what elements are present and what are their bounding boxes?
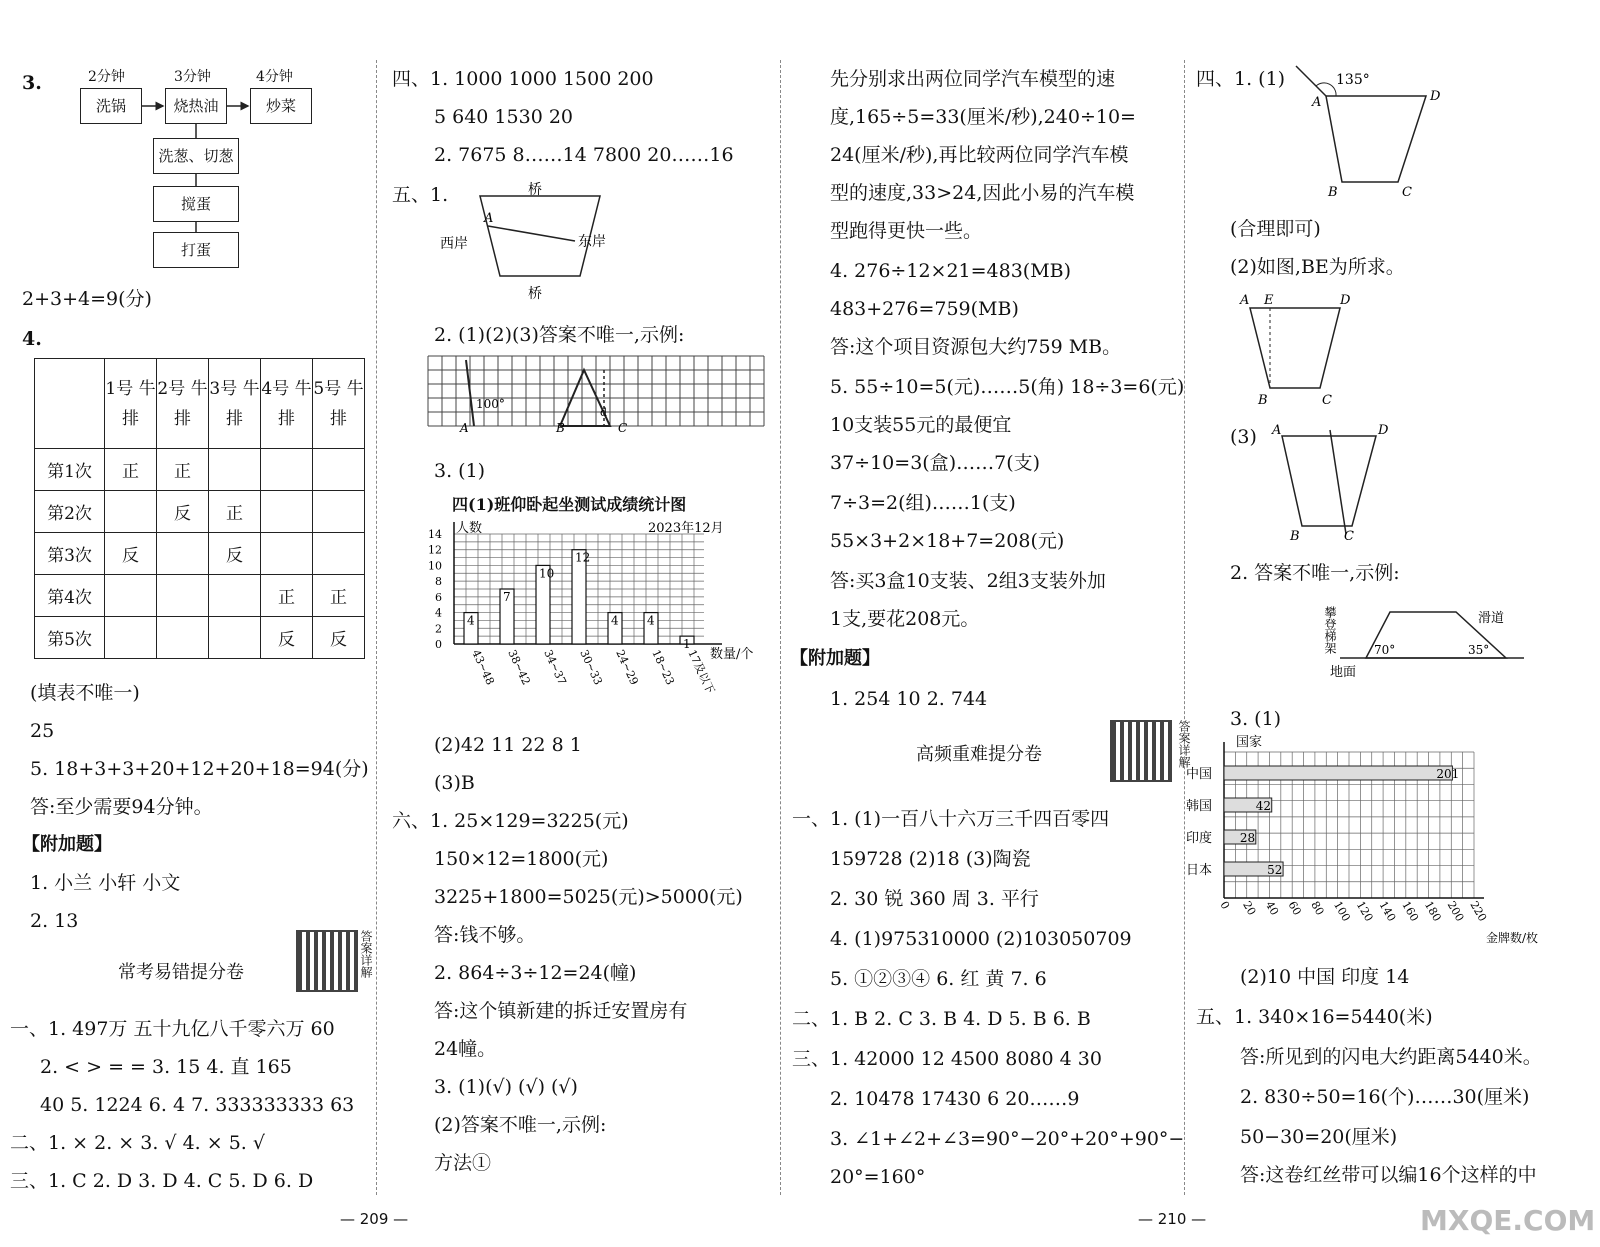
vertex-e: E bbox=[1264, 293, 1274, 308]
bar-value-label: 7 bbox=[503, 590, 511, 604]
bridge-label-bottom: 桥 bbox=[528, 286, 542, 302]
x-tick-label: 18~23 bbox=[649, 647, 677, 687]
y-tick-label: 0 bbox=[435, 638, 442, 651]
hbar-value-label: 42 bbox=[1255, 799, 1272, 813]
table-cell: 正 bbox=[313, 575, 365, 617]
vertex-b: B bbox=[1328, 185, 1338, 200]
hbar-xlabel: 金牌数/枚 bbox=[1486, 931, 1539, 945]
flow-box-scallion: 洗葱、切葱 bbox=[153, 138, 239, 174]
c3-line-5: 型跑得更快一些。 bbox=[830, 220, 983, 242]
table-cell bbox=[105, 575, 157, 617]
table-row bbox=[35, 575, 365, 617]
table-cell: 正 bbox=[209, 491, 261, 533]
grid-point-b: B bbox=[556, 421, 565, 435]
table-cell bbox=[313, 491, 365, 533]
c4-line-9: 答:所见到的闪电大约距离5440米。 bbox=[1240, 1046, 1542, 1068]
c2-line-7: (2)42 11 22 8 1 bbox=[434, 734, 582, 756]
c2-line-15: 24幢。 bbox=[434, 1038, 497, 1060]
grid-point-a: A bbox=[460, 421, 469, 435]
chart-xlabel: 数量/个 bbox=[710, 647, 754, 662]
x-tick-label: 100 bbox=[1331, 899, 1353, 924]
c3-line-17: 1. 254 10 2. 744 bbox=[830, 688, 988, 710]
c2-line-11: 3225+1800=5025(元)>5000(元) bbox=[434, 886, 743, 908]
flow-box-heat-oil: 烧热油 bbox=[165, 88, 227, 124]
table-row bbox=[35, 491, 365, 533]
hbar-value-label: 52 bbox=[1267, 863, 1283, 877]
qr-code bbox=[296, 930, 358, 992]
y-tick-label: 12 bbox=[428, 543, 442, 557]
bar-value-label: 10 bbox=[539, 566, 555, 581]
column-divider bbox=[376, 60, 377, 1195]
c2-line-12: 答:钱不够。 bbox=[434, 924, 536, 946]
vertex-d: D bbox=[1430, 89, 1441, 104]
country-label: 韩国 bbox=[1186, 799, 1213, 814]
q5-calc: 5. 18+3+3+20+12+20+18=94(分) bbox=[30, 758, 369, 780]
angle-135-label: 135° bbox=[1336, 72, 1370, 88]
table-cell bbox=[105, 617, 157, 659]
c2-line-5: 2. (1)(2)(3)答案不唯一,示例: bbox=[434, 324, 685, 346]
slide-diagram bbox=[1323, 592, 1560, 688]
extra-title: 【附加题】 bbox=[22, 834, 112, 855]
c2-line-9: 六、1. 25×129=3225(元) bbox=[392, 810, 629, 832]
x-tick-label: 24~29 bbox=[613, 647, 641, 687]
c3-line-13: 55×3+2×18+7=208(元) bbox=[830, 530, 1065, 552]
time-label-3: 4分钟 bbox=[256, 69, 293, 85]
vertex-d: D bbox=[1340, 293, 1351, 308]
table-row bbox=[35, 449, 365, 491]
extra-title-2: 【附加题】 bbox=[790, 648, 880, 669]
grid-point-d: d bbox=[600, 406, 608, 419]
east-bank-label: 东岸 bbox=[578, 234, 606, 250]
x-tick-label: 220 bbox=[1467, 899, 1490, 924]
grid-diagram bbox=[428, 356, 774, 436]
y-tick-label: 6 bbox=[435, 590, 442, 604]
country-label: 印度 bbox=[1186, 831, 1213, 846]
table-cell bbox=[209, 575, 261, 617]
x-tick-label: 0 bbox=[1217, 899, 1233, 912]
country-label: 中国 bbox=[1186, 767, 1213, 782]
y-tick-label: 10 bbox=[428, 559, 442, 573]
c3-line-4: 型的速度,33>24,因此小易的汽车模 bbox=[830, 182, 1135, 204]
c3-line-6: 4. 276÷12×21=483(MB) bbox=[830, 260, 1072, 282]
bar-value-label: 4 bbox=[611, 613, 619, 628]
flow-box-crack-egg: 打蛋 bbox=[153, 232, 239, 268]
angle-70-label: 70° bbox=[1374, 643, 1396, 657]
vertex-b: B bbox=[1258, 393, 1268, 408]
x-tick-label: 17及以下 bbox=[685, 647, 717, 696]
vertex-a: A bbox=[1312, 95, 1322, 110]
c3-line-15: 1支,要花208元。 bbox=[830, 608, 980, 630]
table-header: 3号 牛排 bbox=[209, 359, 261, 449]
answer-25: 25 bbox=[30, 720, 55, 742]
c3-line-2: 度,165÷5=33(厘米/秒),240÷10= bbox=[830, 106, 1136, 128]
angle-35-label: 35° bbox=[1468, 643, 1490, 657]
bar-value-label: 1 bbox=[683, 637, 691, 652]
c4-line-1: 四、1. (1) bbox=[1196, 68, 1286, 90]
west-bank-label: 西岸 bbox=[440, 236, 468, 252]
row-label: 第1次 bbox=[35, 449, 105, 491]
c2-line-17: (2)答案不唯一,示例: bbox=[434, 1114, 607, 1136]
c2-line-14: 答:这个镇新建的拆迁安置房有 bbox=[434, 1000, 688, 1022]
c3-line-18: 一、1. (1)一百八十六万三千四百零四 bbox=[792, 808, 1110, 830]
section-title-2: 高频重难提分卷 bbox=[916, 744, 1042, 765]
page-number-right: — 210 — bbox=[1138, 1210, 1207, 1228]
c2-line-8: (3)B bbox=[434, 772, 475, 794]
watermark-logo: MXQE.COM bbox=[1420, 1204, 1596, 1237]
c3-line-27: 20°=160° bbox=[830, 1166, 926, 1188]
c4-line-8: 五、1. 340×16=5440(米) bbox=[1196, 1006, 1433, 1028]
c3-line-19: 159728 (2)18 (3)陶瓷 bbox=[830, 848, 1031, 870]
column-divider bbox=[1184, 60, 1185, 1195]
hbar-chart bbox=[1186, 728, 1556, 948]
table-cell: 正 bbox=[105, 449, 157, 491]
x-tick-label: 34~37 bbox=[541, 647, 569, 687]
table-header: 4号 牛排 bbox=[261, 359, 313, 449]
extra-q2: 2. 13 bbox=[30, 910, 79, 932]
c3-line-10: 10支装55元的最便宜 bbox=[830, 414, 1012, 436]
extra-q1: 1. 小兰 小轩 小文 bbox=[30, 872, 181, 894]
q3-number: 3. bbox=[22, 72, 42, 94]
x-tick-label: 120 bbox=[1353, 899, 1376, 924]
qr-label: 答案详解 bbox=[1177, 720, 1191, 768]
c3-line-26: 3. ∠1+∠2+∠3=90°−20°+20°+90°− bbox=[830, 1128, 1185, 1150]
y-tick-label: 8 bbox=[435, 575, 442, 589]
c2-line-4: 五、1. bbox=[392, 184, 449, 206]
table-cell bbox=[261, 449, 313, 491]
s3-line: 三、1. C 2. D 3. D 4. C 5. D 6. D bbox=[10, 1170, 314, 1192]
chart-title: 四(1)班仰卧起坐测试成绩统计图 bbox=[452, 495, 687, 514]
c4-line-3: (2)如图,BE为所求。 bbox=[1230, 256, 1405, 278]
grid-point-c: C bbox=[618, 421, 628, 435]
c4-line-6: 3. (1) bbox=[1230, 708, 1282, 730]
table-header: 2号 牛排 bbox=[157, 359, 209, 449]
hbar-value-label: 201 bbox=[1436, 767, 1460, 781]
c4-line-10: 2. 830÷50=16(个)……30(厘米) bbox=[1240, 1086, 1530, 1108]
table-cell bbox=[313, 449, 365, 491]
table-row bbox=[35, 533, 365, 575]
x-tick-label: 38~42 bbox=[505, 647, 533, 687]
c2-line-1: 四、1. 1000 1000 1500 200 bbox=[392, 68, 654, 90]
s1-line-c: 40 5. 1224 6. 4 7. 333333333 63 bbox=[40, 1094, 355, 1116]
c4-line-5: 2. 答案不唯一,示例: bbox=[1230, 562, 1400, 584]
trapezoid-figure-2 bbox=[1240, 288, 1360, 408]
table-note: (填表不唯一) bbox=[30, 682, 140, 704]
table-cell bbox=[261, 491, 313, 533]
table-header-blank bbox=[35, 359, 105, 449]
x-tick-label: 43~48 bbox=[469, 647, 497, 687]
trapezoid-figure-3 bbox=[1270, 424, 1400, 544]
vertex-d: D bbox=[1378, 423, 1389, 438]
table-row bbox=[35, 617, 365, 659]
s1-line-b: 2. < > = = 3. 15 4. 直 165 bbox=[40, 1056, 292, 1078]
c3-line-12: 7÷3=2(组)……1(支) bbox=[830, 492, 1016, 514]
c2-line-10: 150×12=1800(元) bbox=[434, 848, 609, 870]
c3-line-3: 24(厘米/秒),再比较两位同学汽车模 bbox=[830, 144, 1129, 166]
column-divider bbox=[780, 60, 781, 1195]
table-cell bbox=[209, 449, 261, 491]
table-cell: 反 bbox=[313, 617, 365, 659]
vertex-a: A bbox=[1240, 293, 1250, 308]
table-cell: 反 bbox=[261, 617, 313, 659]
c3-line-14: 答:买3盒10支装、2组3支装外加 bbox=[830, 570, 1106, 592]
c2-line-18: 方法① bbox=[434, 1152, 492, 1174]
bar-value-label: 4 bbox=[647, 613, 655, 628]
table-cell bbox=[157, 575, 209, 617]
flow-box-stir-fry: 炒菜 bbox=[250, 88, 312, 124]
row-label: 第3次 bbox=[35, 533, 105, 575]
c3-line-7: 483+276=759(MB) bbox=[830, 298, 1019, 320]
q4-number: 4. bbox=[22, 328, 42, 350]
q5-answer: 答:至少需要94分钟。 bbox=[30, 796, 213, 818]
c3-line-11: 37÷10=3(盒)……7(支) bbox=[830, 452, 1041, 474]
row-label: 第5次 bbox=[35, 617, 105, 659]
c2-line-13: 2. 864÷3÷12=24(幢) bbox=[434, 962, 637, 984]
hbar bbox=[1224, 766, 1452, 780]
chart-ylabel: 人数 bbox=[456, 521, 483, 536]
x-tick-label: 30~33 bbox=[577, 647, 605, 687]
c3-line-25: 2. 10478 17430 6 20……9 bbox=[830, 1088, 1080, 1110]
ground-label: 地面 bbox=[1330, 665, 1357, 680]
angle-100-label: 100° bbox=[476, 397, 505, 411]
c2-line-3: 2. 7675 8……14 7800 20……16 bbox=[434, 144, 734, 166]
flow-arrows bbox=[0, 0, 340, 280]
c4-line-2: (合理即可) bbox=[1230, 218, 1321, 240]
bridge-label-top: 桥 bbox=[528, 182, 542, 198]
table-cell bbox=[157, 617, 209, 659]
table-cell bbox=[105, 491, 157, 533]
x-tick-label: 20 bbox=[1240, 899, 1259, 918]
x-tick-label: 60 bbox=[1285, 899, 1304, 918]
table-cell bbox=[261, 533, 313, 575]
x-tick-label: 180 bbox=[1421, 899, 1444, 924]
c4-line-11: 50−30=20(厘米) bbox=[1240, 1126, 1398, 1148]
flow-box-wash-pan: 洗锅 bbox=[80, 88, 142, 124]
table-header: 1号 牛排 bbox=[105, 359, 157, 449]
river-diagram bbox=[440, 176, 640, 306]
y-tick-label: 14 bbox=[428, 528, 442, 541]
qr-label: 答案详解 bbox=[359, 930, 373, 978]
row-label: 第2次 bbox=[35, 491, 105, 533]
vertex-b: B bbox=[1290, 529, 1300, 544]
x-tick-label: 80 bbox=[1308, 899, 1327, 918]
table-header: 5号 牛排 bbox=[313, 359, 365, 449]
c3-line-21: 4. (1)975310000 (2)103050709 bbox=[830, 928, 1132, 950]
y-tick-label: 2 bbox=[435, 622, 442, 636]
bar-chart bbox=[420, 516, 770, 716]
flow-box-stir-egg: 搅蛋 bbox=[153, 186, 239, 222]
c4-line-12: 答:这卷红丝带可以编16个这样的中 bbox=[1240, 1164, 1537, 1186]
country-label: 日本 bbox=[1186, 863, 1213, 878]
chart-date: 2023年12月 bbox=[648, 521, 724, 536]
table-cell bbox=[313, 533, 365, 575]
x-tick-label: 200 bbox=[1444, 899, 1467, 924]
c3-line-9: 5. 55÷10=5(元)……5(角) 18÷3=6(元) bbox=[830, 376, 1185, 398]
climb-label: 攀登梯架 bbox=[1323, 606, 1337, 654]
hbar-ylabel: 国家 bbox=[1236, 735, 1263, 750]
vertex-a: A bbox=[1272, 423, 1282, 438]
s2-line: 二、1. × 2. × 3. √ 4. × 5. √ bbox=[10, 1132, 265, 1154]
hbar-value-label: 28 bbox=[1239, 831, 1256, 845]
time-label-1: 2分钟 bbox=[88, 69, 125, 85]
c3-line-22: 5. ①②③④ 6. 红 黄 7. 6 bbox=[830, 968, 1047, 990]
row-label: 第4次 bbox=[35, 575, 105, 617]
c3-line-24: 三、1. 42000 12 4500 8080 4 30 bbox=[792, 1048, 1102, 1070]
time-label-2: 3分钟 bbox=[174, 69, 211, 85]
c4-line-4: (3) bbox=[1230, 426, 1257, 448]
qr-code bbox=[1110, 720, 1172, 782]
vertex-c: C bbox=[1344, 529, 1354, 544]
q3-sum: 2+3+4=9(分) bbox=[22, 288, 152, 310]
c3-line-23: 二、1. B 2. C 3. B 4. D 5. B 6. B bbox=[792, 1008, 1091, 1030]
table-cell: 反 bbox=[209, 533, 261, 575]
trapezoid-figure-1 bbox=[1290, 62, 1450, 202]
x-tick-label: 40 bbox=[1262, 899, 1282, 918]
section-title-1: 常考易错提分卷 bbox=[118, 962, 244, 983]
c4-line-7: (2)10 中国 印度 14 bbox=[1240, 966, 1410, 988]
c2-line-16: 3. (1)(√) (√) (√) bbox=[434, 1076, 578, 1098]
table-cell bbox=[157, 533, 209, 575]
y-tick-label: 4 bbox=[435, 606, 442, 620]
c2-line-2: 5 640 1530 20 bbox=[434, 106, 574, 128]
steak-table bbox=[34, 358, 365, 659]
c3-line-20: 2. 30 锐 360 周 3. 平行 bbox=[830, 888, 1039, 910]
table-cell: 反 bbox=[157, 491, 209, 533]
c3-line-8: 答:这个项目资源包大约759 MB。 bbox=[830, 336, 1122, 358]
vertex-c: C bbox=[1322, 393, 1332, 408]
point-a-label: A bbox=[484, 211, 494, 226]
c2-line-6: 3. (1) bbox=[434, 460, 486, 482]
table-cell: 反 bbox=[105, 533, 157, 575]
vertex-c: C bbox=[1402, 185, 1412, 200]
bar-value-label: 4 bbox=[467, 613, 475, 628]
c3-line-1: 先分别求出两位同学汽车模型的速 bbox=[830, 68, 1116, 90]
bar-value-label: 12 bbox=[575, 550, 591, 565]
page-number-left: — 209 — bbox=[340, 1210, 409, 1228]
table-cell bbox=[209, 617, 261, 659]
x-tick-label: 140 bbox=[1376, 899, 1399, 924]
table-cell: 正 bbox=[157, 449, 209, 491]
x-tick-label: 160 bbox=[1399, 899, 1421, 924]
table-cell: 正 bbox=[261, 575, 313, 617]
slide-label: 滑道 bbox=[1478, 611, 1505, 626]
s1-line-a: 一、1. 497万 五十九亿八千零六万 60 bbox=[10, 1018, 335, 1040]
